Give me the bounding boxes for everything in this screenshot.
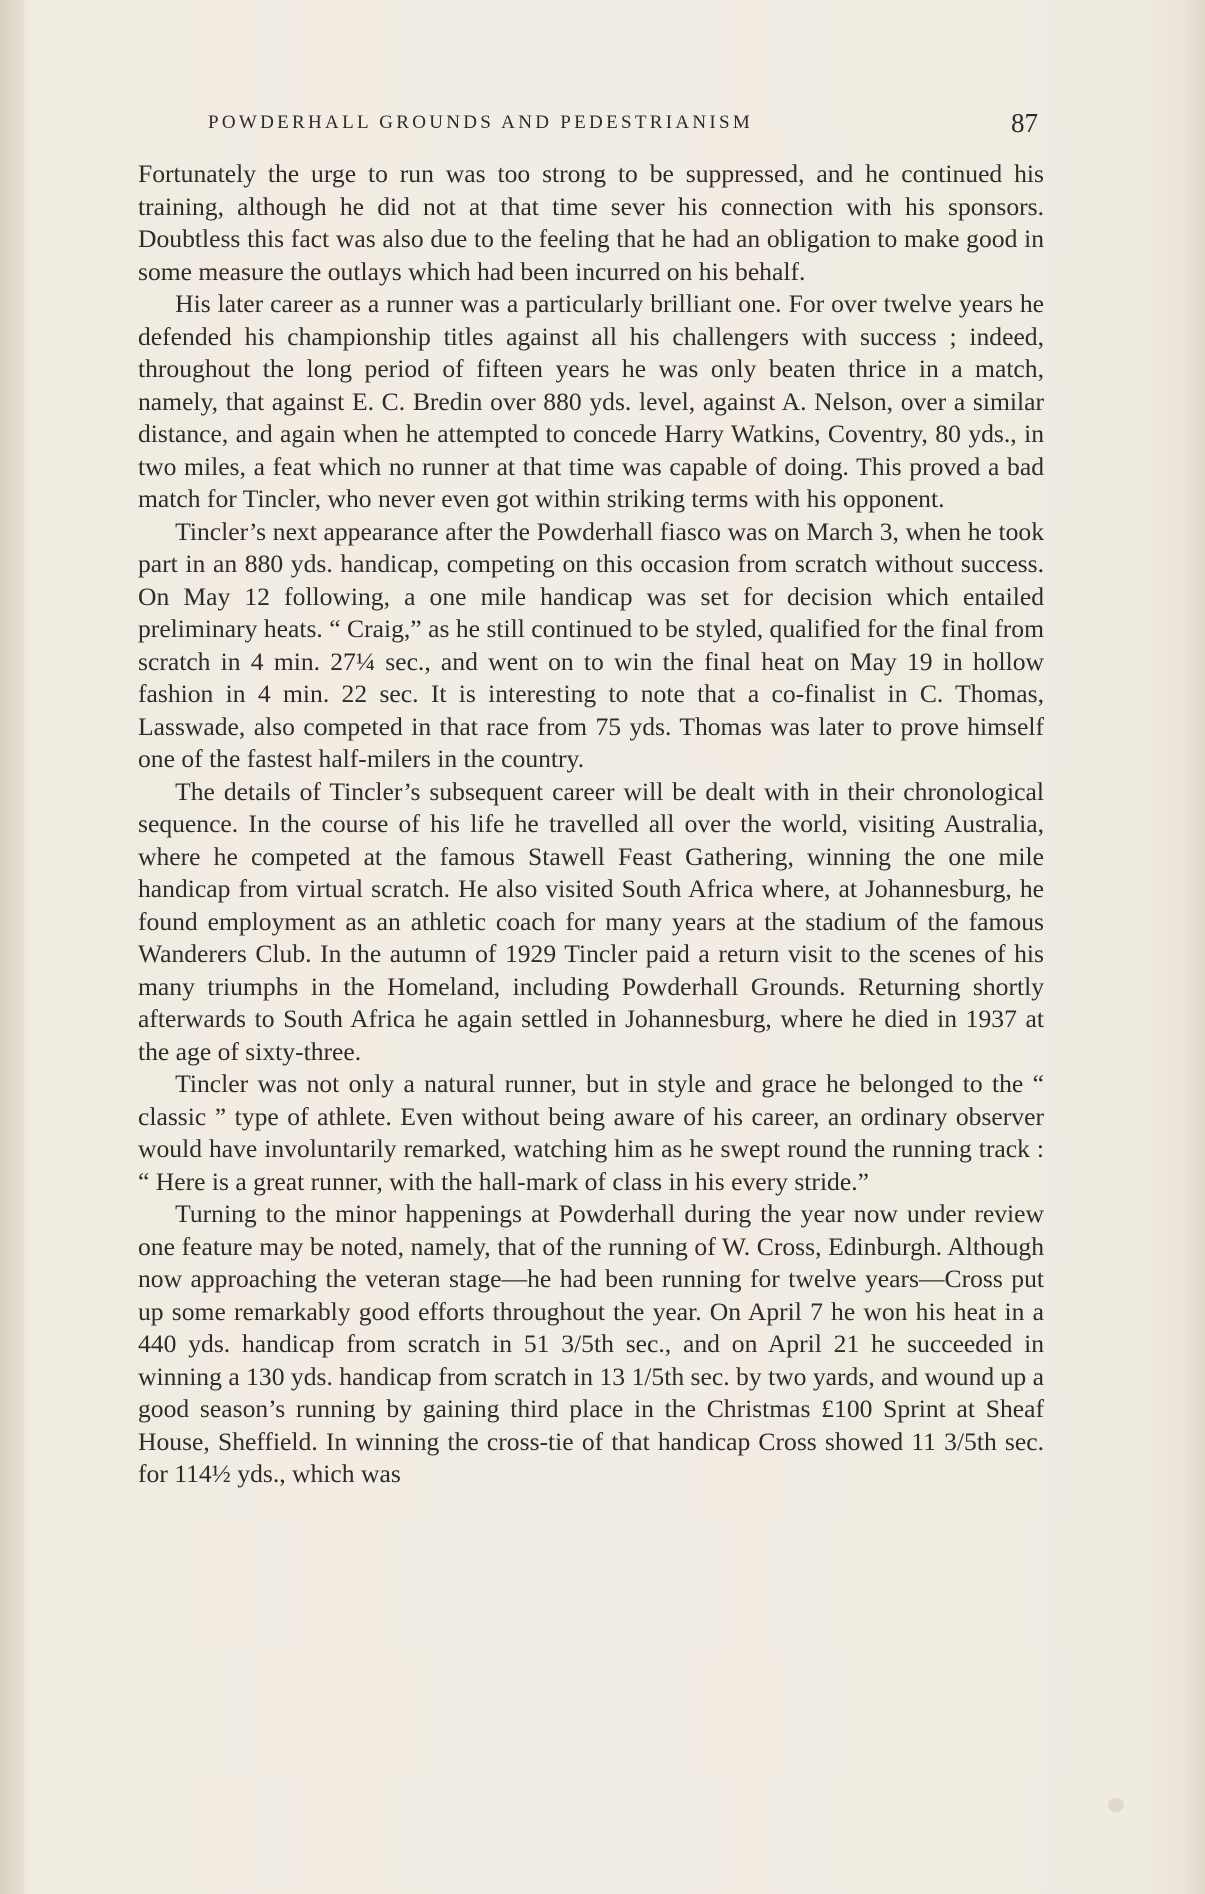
page-gutter-shadow bbox=[0, 0, 24, 1894]
page-edge-shadow bbox=[1183, 0, 1205, 1894]
page-stain bbox=[1108, 1798, 1124, 1812]
paragraph: The details of Tincler’s subsequent career will be dealt with in their chronological sequence. In the course of his life he travelled all over the world, visiting Australia, where he competed at the famous Stawell Feast Gathering, winning the one mile handicap from virtual scratch. He also visited South Africa where, at Johannesburg, he found employment as an athletic coach for many years at the stadium of the famous Wanderers Club. In the autumn of 1929 Tincler paid a return visit to the scenes of his many triumphs in the Homeland, including Powderhall Grounds. Returning shortly afterwards to South Africa he again settled in Johannesburg, where he died in 1937 at the age of sixty-three. bbox=[138, 776, 1044, 1066]
paragraph: His later career as a runner was a particularly brilliant one. For over twelve years he defended his championship titles against all his challengers with success ; indeed, throughout the long period of fifteen years he was only beaten thrice in a match, namely, that against E. C. Bredin over 880 yds. level, against A. Nelson, over a similar distance, and again when he attempted to concede Harry Watkins, Coventry, 80 yds., in two miles, a feat which no runner at that time was capable of doing. This proved a bad match for Tincler, who never even got within striking terms with his opponent. bbox=[138, 289, 1044, 513]
paragraph: Turning to the minor happenings at Powderhall during the year now under review one feature may be noted, namely, that of the running of W. Cross, Edinburgh. Although now approaching the veteran stage—he had been running for twelve years—Cross put up some remarkably good efforts throughout the year. On April 7 he won his heat in a 440 yds. handicap from scratch in 51 3/5th sec., and on April 21 he succeeded in winning a 130 yds. handicap from scratch in 13 1/5th sec. by two yards, and wound up a good season’s running by gaining third place in the Christmas £100 Sprint at Sheaf House, Sheffield. In winning the cross-tie of that handicap Cross showed 11 3/5th sec. for 114½ yds., which was bbox=[138, 1199, 1044, 1488]
page-body bbox=[138, 158, 1044, 1491]
paragraph: Tincler’s next appearance after the Powderhall fiasco was on March 3, when he took part in an 880 yds. handicap, competing on this occasion from scratch without success. On May 12 following, a one mile handicap was set for decision which entailed preliminary heats. “ Craig,” as he still continued to be styled, qualified for the final from scratch in 4 min. 27¼ sec., and went on to win the final heat on May 19 in hollow fashion in 4 min. 22 sec. It is interesting to note that a co-finalist in C. Thomas, Lasswade, also competed in that race from 75 yds. Thomas was later to prove himself one of the fastest half-milers in the country. bbox=[138, 516, 1044, 773]
running-title: POWDERHALL GROUNDS AND PEDESTRIANISM bbox=[208, 112, 754, 133]
page-header bbox=[208, 108, 1038, 148]
paragraph: Tincler was not only a natural runner, but in style and grace he belonged to the “ classic ” type of athlete. Even without being aware of his career, an ordinary observer would have involuntarily remarked, watching him as he swept round the running track : “ Here is a great runner, with the hall-mark of class in his every stride.” bbox=[138, 1069, 1044, 1196]
paragraph: Fortunately the urge to run was too strong to be suppressed, and he continued his training, although he did not at that time sever his connection with his sponsors. Doubtless this fact was also due to the feeling that he had an obligation to make good in some measure the outlays which had been incurred on his behalf. bbox=[138, 159, 1044, 286]
page-number: 87 bbox=[1011, 108, 1038, 138]
